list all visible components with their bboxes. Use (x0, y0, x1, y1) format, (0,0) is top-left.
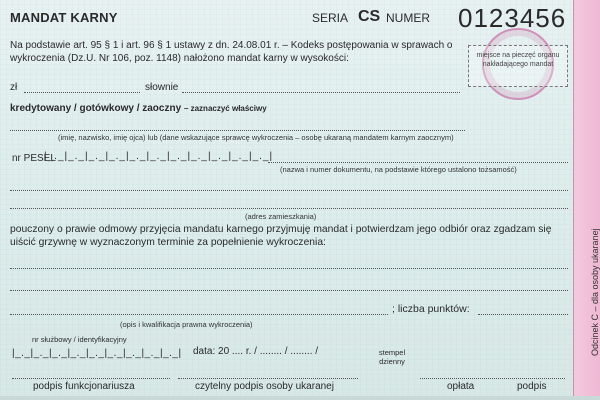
officer-signature-label: podpis funkcjonariusza (33, 381, 135, 392)
page-title: MANDAT KARNY (10, 10, 118, 25)
payment-type (10, 103, 267, 114)
fee-signature-line[interactable] (420, 378, 565, 379)
amount-in-words-field[interactable] (182, 92, 460, 93)
badge-number-field[interactable]: |_._|_._|_._|_._|_._|_._|_._|_._|_._| (12, 348, 182, 359)
stamp-area: miejsce na pieczęć organu nakładającego mandat (468, 45, 568, 87)
pesel-field[interactable]: |_._|_._|_._|_._|_._|_._|_._|_._|_._|_._|_._| (44, 151, 274, 162)
in-words-label: słownie (145, 82, 179, 93)
badge-number-caption: nr służbowy / identyfikacyjny (32, 335, 127, 344)
acceptance-statement: pouczony o prawie odmowy przyjęcia mandatu karnego przyjmuję mandat i potwierdzam jego odbiór oraz zgadzam się uiścić grzywnę w wyznaczonym terminie za popełnienie wykroczenia: (10, 224, 552, 248)
seria-value: CS (358, 8, 381, 25)
signature-label: podpis (517, 381, 547, 392)
legal-basis-text: Na podstawie art. 95 § 1 i art. 96 § 1 ustawy z dn. 24.08.01 r. – Kodeks postępowania w sprawach o wykroczenia (Dz.U. Nr 106, poz. 1148) nałożono mandat karny w wysokości: (10, 40, 453, 64)
header (0, 0, 572, 34)
offense-field-line-1[interactable] (10, 268, 568, 269)
punished-signature-line[interactable] (178, 378, 358, 379)
address-field-line-1[interactable] (10, 190, 568, 191)
document-caption: (nazwa i numer dokumentu, na podstawie którego ustalono tożsamość) (280, 165, 517, 174)
currency-label: zł (10, 82, 18, 93)
signature-area (0, 334, 572, 400)
numer-label: NUMER (386, 11, 430, 25)
offense-field-line-3[interactable] (10, 314, 388, 315)
name-caption: (imię, nazwisko, imię ojca) lub (dane wskazujące sprawcę wykroczenia – osobę ukaraną mandatem karnym zaocznym) (58, 133, 454, 142)
points-field[interactable] (478, 314, 568, 315)
ticket-number: 0123456 (458, 3, 567, 33)
payment-type-options[interactable]: kredytowany / gotówkowy / zaoczny (10, 103, 182, 114)
amount-field[interactable] (24, 92, 140, 93)
seria-label: SERIA (312, 11, 349, 25)
officer-signature-line[interactable] (12, 378, 170, 379)
points-label: ; liczba punktów: (392, 303, 470, 315)
daily-stamp-label: stempel dzienny (378, 348, 406, 366)
bottom-edge (0, 396, 600, 400)
name-field[interactable] (10, 130, 465, 131)
pesel-label: nr PESEL (12, 153, 56, 164)
offense-field-line-2[interactable] (10, 290, 568, 291)
document-field[interactable] (268, 162, 568, 163)
fee-label: opłata (447, 381, 475, 392)
payment-type-note: – zaznaczyć właściwy (183, 104, 267, 113)
address-field-line-2[interactable] (10, 208, 568, 209)
address-caption: (adres zamieszkania) (245, 212, 317, 221)
offense-caption: (opis i kwalifikacja prawna wykroczenia) (120, 320, 253, 329)
counterfoil-label: Odcinek C – dla osoby ukaranej (590, 228, 600, 356)
date-field[interactable]: data: 20 .... r. / ........ / ........ / (193, 346, 319, 357)
punished-signature-label: czytelny podpis osoby ukaranej (195, 381, 334, 392)
